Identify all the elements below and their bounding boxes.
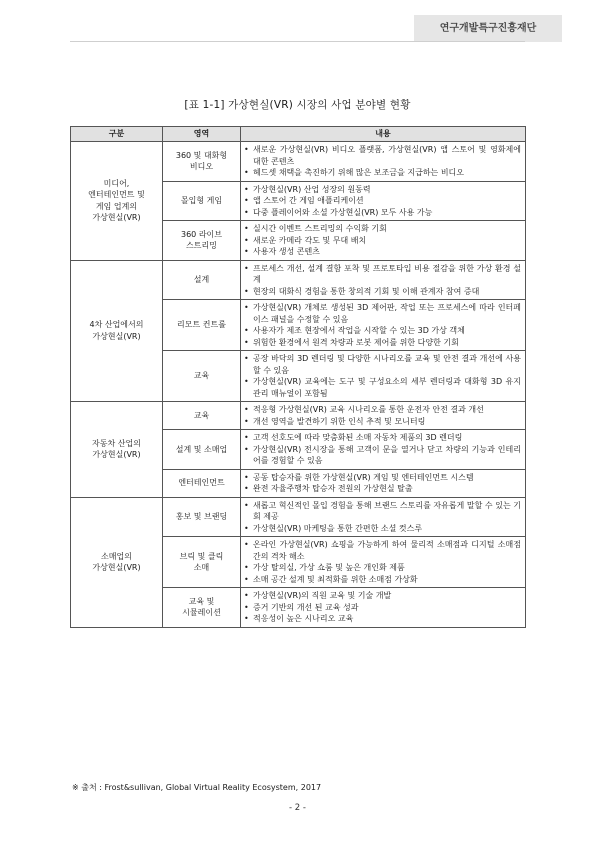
content-bullet-item: • 헤드셋 채택을 촉진하기 위해 많은 보조금을 지급하는 비디오 xyxy=(244,167,521,179)
col-header-area: 영역 xyxy=(163,127,241,142)
area-cell: 홍보 및 브랜딩 xyxy=(163,497,241,537)
content-cell xyxy=(241,537,526,588)
content-bullet-item: • 실시간 이벤트 스트리밍의 수익화 기회 xyxy=(244,223,521,235)
content-bullet-item: • 현장의 대화식 경험을 통한 창의적 기회 및 이해 관계자 참여 증대 xyxy=(244,286,521,298)
content-cell xyxy=(241,260,526,300)
header-organization: 연구개발특구진흥재단 xyxy=(414,15,562,42)
content-bullet-item: • 다중 플레이어와 소셜 가상현실(VR) 모두 사용 가능 xyxy=(244,207,521,219)
table-header-row xyxy=(71,127,526,142)
content-bullet-item: • 프로세스 개선, 설계 결함 포착 및 프로토타입 비용 절감을 위한 가상 환경 설계 xyxy=(244,263,521,286)
category-cell: 자동차 산업의 가상현실(VR) xyxy=(71,402,163,498)
content-bullet-item: • 새로운 가상현실(VR) 비디오 플랫폼, 가상현실(VR) 앱 스토어 및 영화제에 대한 콘텐츠 xyxy=(244,144,521,167)
table-row xyxy=(71,260,526,300)
content-bullet-item: • 온라인 가상현실(VR) 쇼핑을 가능하게 하여 물리적 소매점과 디지털 소매점 간의 격차 해소 xyxy=(244,539,521,562)
header-rule xyxy=(70,41,525,42)
content-bullet-item: • 새롭고 혁신적인 몰입 경험을 통해 브랜드 스토리를 자유롭게 말할 수 있는 기회 제공 xyxy=(244,500,521,523)
content-bullet-list xyxy=(244,590,521,625)
content-cell xyxy=(241,351,526,402)
content-cell xyxy=(241,430,526,470)
content-bullet-item: • 가상현실(VR) 전시장을 통해 고객이 문을 열거나 닫고 차량의 기능과 인테리어를 경험할 수 있음 xyxy=(244,444,521,467)
area-cell: 설계 xyxy=(163,260,241,300)
content-bullet-list xyxy=(244,472,521,495)
content-cell xyxy=(241,588,526,628)
content-bullet-list xyxy=(244,404,521,427)
content-bullet-list xyxy=(244,144,521,179)
content-bullet-item: • 가상현실(VR) 교육에는 도구 및 구성요소의 세부 렌더링과 대화형 3D 유지 관리 매뉴얼이 포함됨 xyxy=(244,376,521,399)
content-bullet-item: • 가상현실(VR) 산업 성장의 원동력 xyxy=(244,184,521,196)
area-cell: 몰입형 게임 xyxy=(163,181,241,221)
content-bullet-item: • 소매 공간 설계 및 최적화를 위한 소매점 가상화 xyxy=(244,574,521,586)
content-bullet-item: • 적응형 가상현실(VR) 교육 시나리오를 통한 운전자 안전 결과 개선 xyxy=(244,404,521,416)
table-row xyxy=(71,497,526,537)
col-header-category: 구분 xyxy=(71,127,163,142)
content-bullet-item: • 가상 탈의실, 가상 쇼룸 및 높은 개인화 제품 xyxy=(244,562,521,574)
area-cell: 리모트 컨트롤 xyxy=(163,300,241,351)
table-row xyxy=(71,402,526,430)
content-bullet-item: • 고객 선호도에 따라 맞춤화된 소매 자동차 제품의 3D 렌더링 xyxy=(244,432,521,444)
content-bullet-item: • 공동 탑승자를 위한 가상현실(VR) 게임 및 엔터테인먼트 시스템 xyxy=(244,472,521,484)
category-cell: 소매업의 가상현실(VR) xyxy=(71,497,163,627)
category-cell: 4차 산업에서의 가상현실(VR) xyxy=(71,260,163,402)
content-bullet-list xyxy=(244,539,521,585)
content-cell xyxy=(241,300,526,351)
content-bullet-item: • 새로운 카메라 각도 및 무대 배치 xyxy=(244,235,521,247)
content-bullet-item: • 완전 자율주행차 탑승자 전원의 가상현실 탈출 xyxy=(244,483,521,495)
content-bullet-item: • 증거 기반의 개선 된 교육 성과 xyxy=(244,602,521,614)
content-bullet-item: • 가상현실(VR) 개체로 생성된 3D 제어판, 작업 또는 프로세스에 따라 인터페이스 패널을 수정할 수 있음 xyxy=(244,302,521,325)
table-body xyxy=(71,142,526,628)
area-cell: 교육 및 시뮬레이션 xyxy=(163,588,241,628)
content-cell xyxy=(241,142,526,182)
col-header-content: 내용 xyxy=(241,127,526,142)
area-cell: 360 및 대화형 비디오 xyxy=(163,142,241,182)
area-cell: 360 라이브 스트리밍 xyxy=(163,221,241,261)
content-bullet-list xyxy=(244,353,521,399)
content-cell xyxy=(241,221,526,261)
content-bullet-list xyxy=(244,432,521,467)
vr-market-table xyxy=(70,126,526,628)
table-row xyxy=(71,142,526,182)
content-bullet-list xyxy=(244,184,521,219)
content-bullet-list xyxy=(244,263,521,298)
area-cell: 브릭 및 클릭 소매 xyxy=(163,537,241,588)
area-cell: 엔터테인먼트 xyxy=(163,469,241,497)
area-cell: 설계 및 소매업 xyxy=(163,430,241,470)
content-cell xyxy=(241,181,526,221)
content-bullet-item: • 사용자가 제조 현장에서 작업을 시작할 수 있는 3D 가상 객체 xyxy=(244,325,521,337)
content-bullet-list xyxy=(244,500,521,535)
content-bullet-item: • 공장 바닥의 3D 렌더링 및 다양한 시나리오를 교육 및 안전 결과 개선에 사용할 수 있음 xyxy=(244,353,521,376)
area-cell: 교육 xyxy=(163,402,241,430)
content-cell xyxy=(241,497,526,537)
content-bullet-item: • 개선 영역을 발견하기 위한 인식 추적 및 모니터링 xyxy=(244,416,521,428)
table-title: [표 1-1] 가상현실(VR) 시장의 사업 분야별 현황 xyxy=(184,99,411,111)
page-number: - 2 - xyxy=(289,803,306,813)
content-bullet-item: • 가상현실(VR)의 직원 교육 및 기술 개발 xyxy=(244,590,521,602)
content-cell xyxy=(241,469,526,497)
content-bullet-item: • 가상현실(VR) 마케팅을 통한 간편한 소셜 컷스루 xyxy=(244,523,521,535)
area-cell: 교육 xyxy=(163,351,241,402)
content-bullet-item: • 앱 스토어 간 게임 애플리케이션 xyxy=(244,195,521,207)
content-bullet-list xyxy=(244,302,521,348)
content-bullet-item: • 위험한 환경에서 원격 차량과 로봇 제어를 위한 다양한 기회 xyxy=(244,337,521,349)
source-note: ※ 출처 : Frost&sullivan, Global Virtual Reality Ecosystem, 2017 xyxy=(72,783,322,792)
category-cell: 미디어, 엔터테인먼트 및 게임 업계의 가상현실(VR) xyxy=(71,142,163,261)
content-cell xyxy=(241,402,526,430)
content-bullet-list xyxy=(244,223,521,258)
content-bullet-item: • 적응성이 높은 시나리오 교육 xyxy=(244,613,521,625)
content-bullet-item: • 사용자 생성 콘텐츠 xyxy=(244,246,521,258)
